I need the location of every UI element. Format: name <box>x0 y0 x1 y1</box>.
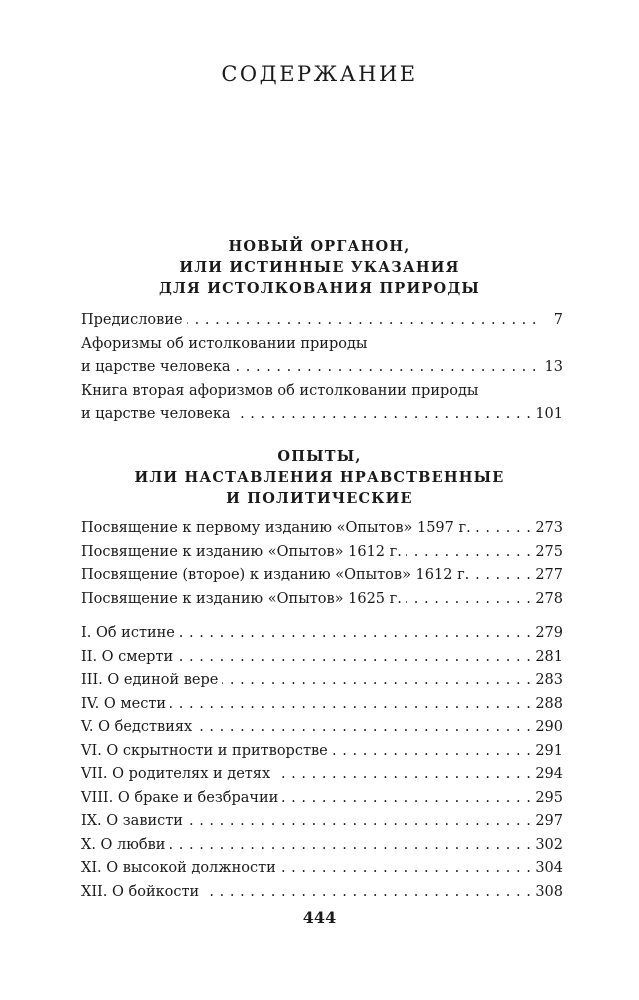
toc-entry-page: 278 <box>535 590 563 607</box>
dot-leader <box>170 693 531 717</box>
dot-leader <box>235 403 532 427</box>
toc-entry-page: 302 <box>535 836 563 853</box>
toc-entry-title: V. О бедствиях <box>81 719 193 735</box>
toc-entry[interactable] <box>81 810 563 834</box>
dot-leader <box>169 834 531 858</box>
toc-entry[interactable] <box>81 857 563 881</box>
toc-entry-page: 295 <box>535 789 563 806</box>
toc-entry[interactable] <box>81 564 563 588</box>
toc-entry-page: 13 <box>544 359 563 375</box>
toc-entry[interactable] <box>81 834 563 858</box>
toc-entry[interactable] <box>81 693 563 717</box>
toc-section-1 <box>81 309 563 427</box>
dot-leader <box>187 309 537 333</box>
toc-entry-page: 275 <box>535 543 563 560</box>
toc-entry-page: 288 <box>535 695 563 712</box>
section-heading-line: ИЛИ ИСТИННЫЕ УКАЗАНИЯ <box>179 259 460 276</box>
toc-entry-page: 283 <box>535 672 563 688</box>
section-heading-essays <box>0 446 639 509</box>
section-heading-line: ДЛЯ ИСТОЛКОВАНИЯ ПРИРОДЫ <box>158 280 481 297</box>
toc-entry-title: II. О смерти <box>81 648 174 665</box>
dot-leader <box>332 740 532 764</box>
toc-entry-title: I. Об истине <box>81 625 175 641</box>
toc-entry-title: Афоризмы об истолковании природы <box>81 335 368 352</box>
dot-leader <box>473 564 531 588</box>
toc-entry-page: 291 <box>535 742 563 759</box>
toc-dedications <box>81 517 563 611</box>
toc-entry-title: XI. О высокой должности <box>81 860 276 876</box>
toc-entry-title: Предисловие <box>81 312 183 328</box>
toc-entry-page: 281 <box>535 648 563 665</box>
toc-entry-title: VIII. О браке и безбрачии <box>81 789 279 806</box>
toc-entry-title: Посвящение (второе) к изданию «Опытов» 1612 г. <box>81 567 470 583</box>
dot-leader <box>203 881 531 905</box>
dot-leader <box>282 787 531 811</box>
dot-leader <box>235 356 537 380</box>
toc-entry-page: 277 <box>535 567 563 583</box>
toc-entry[interactable] <box>81 333 563 380</box>
toc-entry-title: VI. О скрытности и притворстве <box>81 742 328 759</box>
toc-entry-title: IX. О зависти <box>81 813 183 829</box>
toc-entry-page: 297 <box>535 813 563 829</box>
toc-entry-page: 304 <box>535 860 563 876</box>
dot-leader <box>274 763 531 787</box>
toc-entry[interactable] <box>81 588 563 612</box>
toc-entry[interactable] <box>81 646 563 670</box>
dot-leader <box>406 588 531 612</box>
section-heading-line: ОПЫТЫ, <box>277 448 362 465</box>
page-number: 444 <box>302 908 337 927</box>
toc-entry[interactable] <box>81 669 563 693</box>
toc-entry-page: 101 <box>535 406 563 422</box>
toc-entry[interactable] <box>81 716 563 740</box>
toc-entry[interactable] <box>81 881 563 905</box>
toc-entry-page: 294 <box>535 766 563 782</box>
dot-leader <box>196 716 531 740</box>
toc-entry-page: 290 <box>535 719 563 735</box>
toc-entry[interactable] <box>81 622 563 646</box>
toc-entry-title: XII. О бойкости <box>81 883 200 900</box>
toc-entry-title: Книга вторая афоризмов об истолковании природы <box>81 382 479 399</box>
toc-entry-page: 279 <box>535 625 563 641</box>
toc-entry[interactable] <box>81 541 563 565</box>
toc-entry[interactable] <box>81 740 563 764</box>
dot-leader <box>187 810 531 834</box>
toc-entry[interactable] <box>81 380 563 427</box>
toc-entry[interactable] <box>81 517 563 541</box>
toc-entry-title-cont: и царстве человека <box>81 359 231 375</box>
dot-leader <box>280 857 532 881</box>
toc-entry-title-cont: и царстве человека <box>81 406 231 422</box>
toc-entry-title: III. О единой вере <box>81 672 219 688</box>
toc-entry-title: IV. О мести <box>81 695 167 712</box>
section-heading-novum-organum <box>0 236 639 299</box>
toc-entry[interactable] <box>81 763 563 787</box>
dot-leader <box>179 622 531 646</box>
toc-entry-page: 308 <box>535 883 563 900</box>
toc-entry-page: 273 <box>535 520 563 536</box>
toc-entry-page: 7 <box>553 312 563 328</box>
toc-entry-title: Посвящение к первому изданию «Опытов» 1597 г. <box>81 520 471 536</box>
page-title: СОДЕРЖАНИЕ <box>221 62 418 86</box>
toc-entry-title: Посвящение к изданию «Опытов» 1612 г. <box>81 543 402 560</box>
dot-leader <box>222 669 531 693</box>
toc-entry-title: X. О любви <box>81 836 166 853</box>
dot-leader <box>406 541 531 565</box>
section-heading-line: И ПОЛИТИЧЕСКИЕ <box>226 490 413 507</box>
toc-entry[interactable] <box>81 309 563 333</box>
section-heading-line: НОВЫЙ ОРГАНОН, <box>228 238 411 255</box>
dot-leader <box>475 517 532 541</box>
toc-entry-title: Посвящение к изданию «Опытов» 1625 г. <box>81 590 402 607</box>
section-heading-line: ИЛИ НАСТАВЛЕНИЯ НРАВСТВЕННЫЕ <box>134 469 505 486</box>
toc-entry[interactable] <box>81 787 563 811</box>
dot-leader <box>177 646 531 670</box>
toc-essays <box>81 622 563 904</box>
toc-entry-title: VII. О родителях и детях <box>81 766 271 782</box>
